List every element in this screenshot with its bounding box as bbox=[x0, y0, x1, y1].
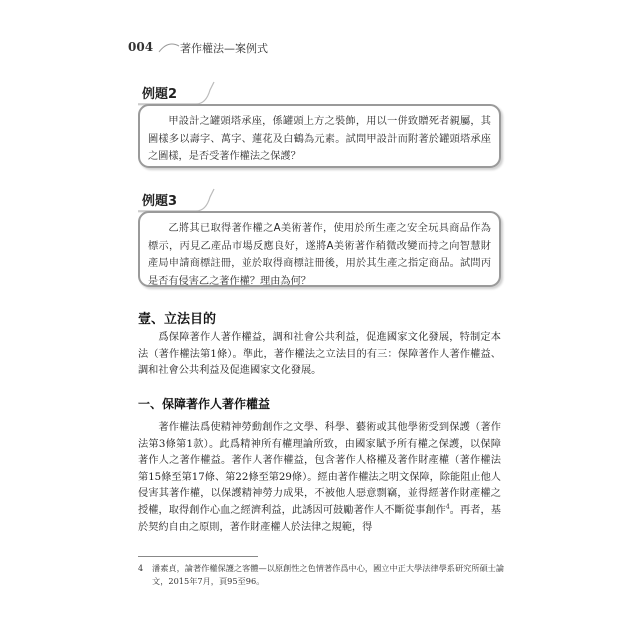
footnote-number: 4 bbox=[138, 564, 144, 573]
section-title: 壹、立法目的 bbox=[138, 312, 217, 327]
footnote-reference[interactable]: 4 bbox=[445, 503, 450, 511]
page-number: 004 bbox=[128, 40, 154, 54]
example-3-label bbox=[138, 187, 218, 213]
subsection-paragraph-main: 著作權法爲使精神勞動創作之文學、科學、藝術或其他學術受到保護（著作法第3條第1款）。此爲精神所有權理論所致，由國家賦予所有權之保護，以保障著作人之著作權益。著作人著作權益，包含著作人格權及著作財產權（著作權法第15條至第17條、第22條至第29條）。經由著作權法之明文保障，除能阻止他人侵害其著作權，以保護精神勞力成果，不被他人惡意剽竊，並得經著作財產權之授權，取得創作心血之經濟利益，此誘因可鼓勵著作人不斷從事創作 bbox=[138, 422, 501, 516]
subsection-paragraph-tail: 。再者，基於契約自由之原則，著作財產權人於法律之規範，得 bbox=[138, 504, 501, 533]
example-2-title: 例題2 bbox=[142, 87, 178, 102]
book-title: 著作權法—案例式 bbox=[180, 42, 268, 55]
example-2-box bbox=[138, 104, 501, 168]
example-3-title: 例題3 bbox=[142, 194, 178, 209]
footnote-divider bbox=[138, 556, 258, 557]
subsection-title: 一、保障著作人著作權益 bbox=[138, 397, 271, 411]
subsection-paragraph bbox=[138, 420, 501, 536]
example-3-text: 乙將其已取得著作權之A美術著作，使用於所生產之安全玩具商品作為標示，丙見乙產品市場反應良好，遂將A美術著作稍微改變而持之向智慧財產局申請商標註冊，並於取得商標註冊後，用於其生產之指定商品。試問丙是否有侵害乙之著作權？理由為何？ bbox=[148, 223, 491, 287]
running-header bbox=[128, 38, 508, 58]
example-2-label bbox=[138, 80, 218, 106]
example-3-box bbox=[138, 211, 501, 287]
example-2-text: 甲設計之罐頭塔承座，係罐頭上方之裝飾，用以一併致贈死者親屬，其圖樣多以壽字、萬字、蓮花及白鶴為元素。試問甲設計而附著於罐頭塔承座之圖樣，是否受著作權法之保護？ bbox=[148, 116, 491, 162]
section-paragraph: 爲保障著作人著作權益，調和社會公共利益，促進國家文化發展，特制定本法（著作權法第1條）。準此，著作權法之立法目的有三：保障著作人著作權益、調和社會公共利益及促進國家文化發展。 bbox=[138, 332, 501, 377]
footnote-text: 潘素貞，論著作權保護之客體—以原創性之色情著作爲中心，國立中正大學法律學系研究所碩士論文，2015年7月，頁95至96。 bbox=[152, 563, 505, 586]
header-swoosh-icon bbox=[158, 38, 180, 54]
footnote bbox=[138, 562, 508, 588]
